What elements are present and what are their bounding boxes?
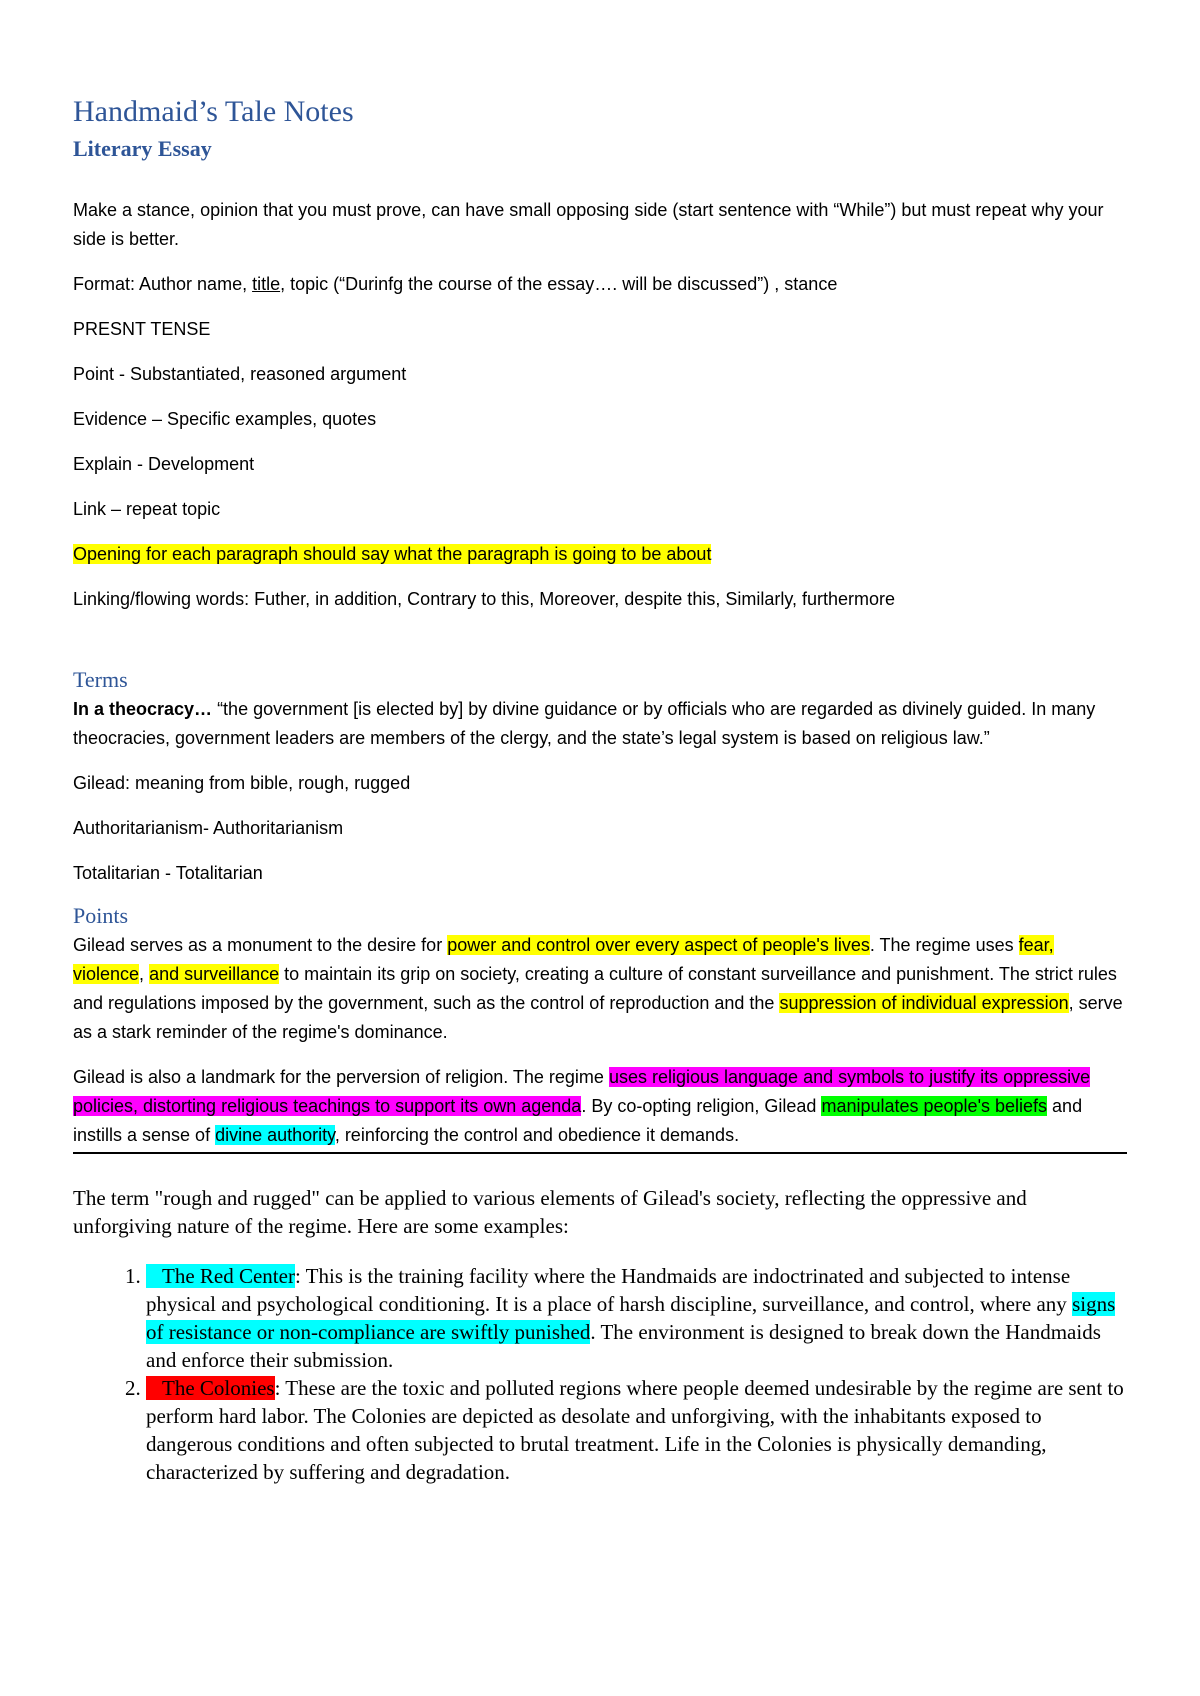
p1-highlight-surveillance: and surveillance [149, 963, 280, 984]
p2-highlight-divine-authority: divine authority [215, 1124, 335, 1145]
authoritarianism-term: Authoritarianism- Authoritarianism [73, 817, 344, 838]
item-text: . The environment is designed to break down the Handmaids and enforce their submission. [146, 1319, 1101, 1372]
p2-highlight-manipulates: manipulates people's beliefs [821, 1095, 1048, 1116]
p1-text: . The regime uses [869, 934, 1019, 955]
p1-highlight-suppression: suppression of individual expression [779, 992, 1069, 1013]
red-center-highlight: signs of resistance or non-compliance are swiftly punished [146, 1291, 1116, 1344]
item-text: : This is the training facility where the Handmaids are indoctrinated and subjected to intense physical and psychological conditioning. It is a place of harsh discipline, surveillance, and control, where any [146, 1263, 1073, 1316]
spacer [73, 630, 1127, 666]
p2-text: Gilead is also a landmark for the perversion of religion. The regime [73, 1066, 609, 1087]
opening-note [73, 540, 1127, 569]
list-item [146, 1374, 1127, 1486]
format-title-word: title [252, 274, 281, 295]
opening-highlight: Opening for each paragraph should say what the paragraph is going to be about [73, 544, 712, 565]
points-heading: Points [73, 902, 129, 928]
p1-text: to maintain its grip on society, creating a culture of constant surveillance and punishment. The strict rules and regulations imposed by the government, such as the control of reproduction and the [73, 963, 1117, 1013]
theocracy-definition [73, 695, 1127, 753]
tense-note: PRESNT TENSE [73, 319, 211, 340]
red-center-label: The Red Center [146, 1264, 295, 1288]
p1-highlight-power: power and control over every aspect of people's lives [447, 934, 870, 955]
theocracy-quote: “the government [is elected by] by divine guidance or by officials who are regarded as divinely guided. In many theocracies, government leaders are members of the clergy, and the state’s legal system is based on religious law.” [73, 698, 1096, 748]
p2-text: and instills a sense of [73, 1095, 1083, 1145]
terms-heading: Terms [73, 667, 128, 693]
horizontal-rule [73, 1152, 1127, 1154]
format-paragraph [73, 270, 1127, 299]
points-paragraph-1 [73, 931, 1127, 1047]
linking-words: Linking/flowing words: Futher, in addition, Contrary to this, Moreover, despite this, Similarly, furthermore [73, 589, 896, 610]
peel-link: Link – repeat topic [73, 499, 221, 520]
p1-text: , serve as a stark reminder of the regime's dominance. [73, 992, 1123, 1042]
p1-text: Gilead serves as a monument to the desire for [73, 934, 448, 955]
colonies-label: The Colonies [146, 1376, 275, 1400]
format-text-a: Format: Author name, [73, 274, 253, 295]
doc-subtitle: Literary Essay [73, 136, 212, 161]
peel-point: Point - Substantiated, reasoned argument [73, 364, 407, 385]
theocracy-lead: In a theocracy… [73, 698, 213, 719]
peel-evidence: Evidence – Specific examples, quotes [73, 409, 377, 430]
points-paragraph-2 [73, 1063, 1127, 1150]
p1-text: , [139, 963, 150, 984]
rough-intro: The term "rough and rugged" can be applied to various elements of Gilead's society, reflecting the oppressive and unforgiving nature of the regime. Here are some examples: [73, 1185, 1027, 1238]
totalitarian-term: Totalitarian - Totalitarian [73, 862, 263, 883]
examples-list [73, 1262, 1127, 1486]
stance-paragraph: Make a stance, opinion that you must prove, can have small opposing side (start sentence with “While”) but must repeat why your side is better. [73, 200, 1104, 250]
gilead-meaning: Gilead: meaning from bible, rough, rugged [73, 772, 411, 793]
doc-title: Handmaid’s Tale Notes [73, 95, 354, 128]
item-text: : These are the toxic and polluted regions where people deemed undesirable by the regime are sent to perform hard labor. The Colonies are depicted as desolate and unforgiving, with the inhabitants exposed to dangerous conditions and often subjected to brutal treatment. Life in the Colonies is physically demanding, characterized by suffering and degradation. [146, 1375, 1124, 1484]
p1-highlight-fear: fear, violence [73, 934, 1054, 984]
list-item [146, 1262, 1127, 1374]
format-text-b: , topic (“Durinfg the course of the essay…. will be discussed”) , stance [280, 274, 838, 295]
p2-text: . By co-opting religion, Gilead [581, 1095, 822, 1116]
peel-explain: Explain - Development [73, 454, 255, 475]
p2-text: , reinforcing the control and obedience it demands. [334, 1124, 740, 1145]
p2-highlight-religious-language: uses religious language and symbols to justify its oppressive policies, distorting religious teachings to support its own agenda [73, 1066, 1091, 1116]
